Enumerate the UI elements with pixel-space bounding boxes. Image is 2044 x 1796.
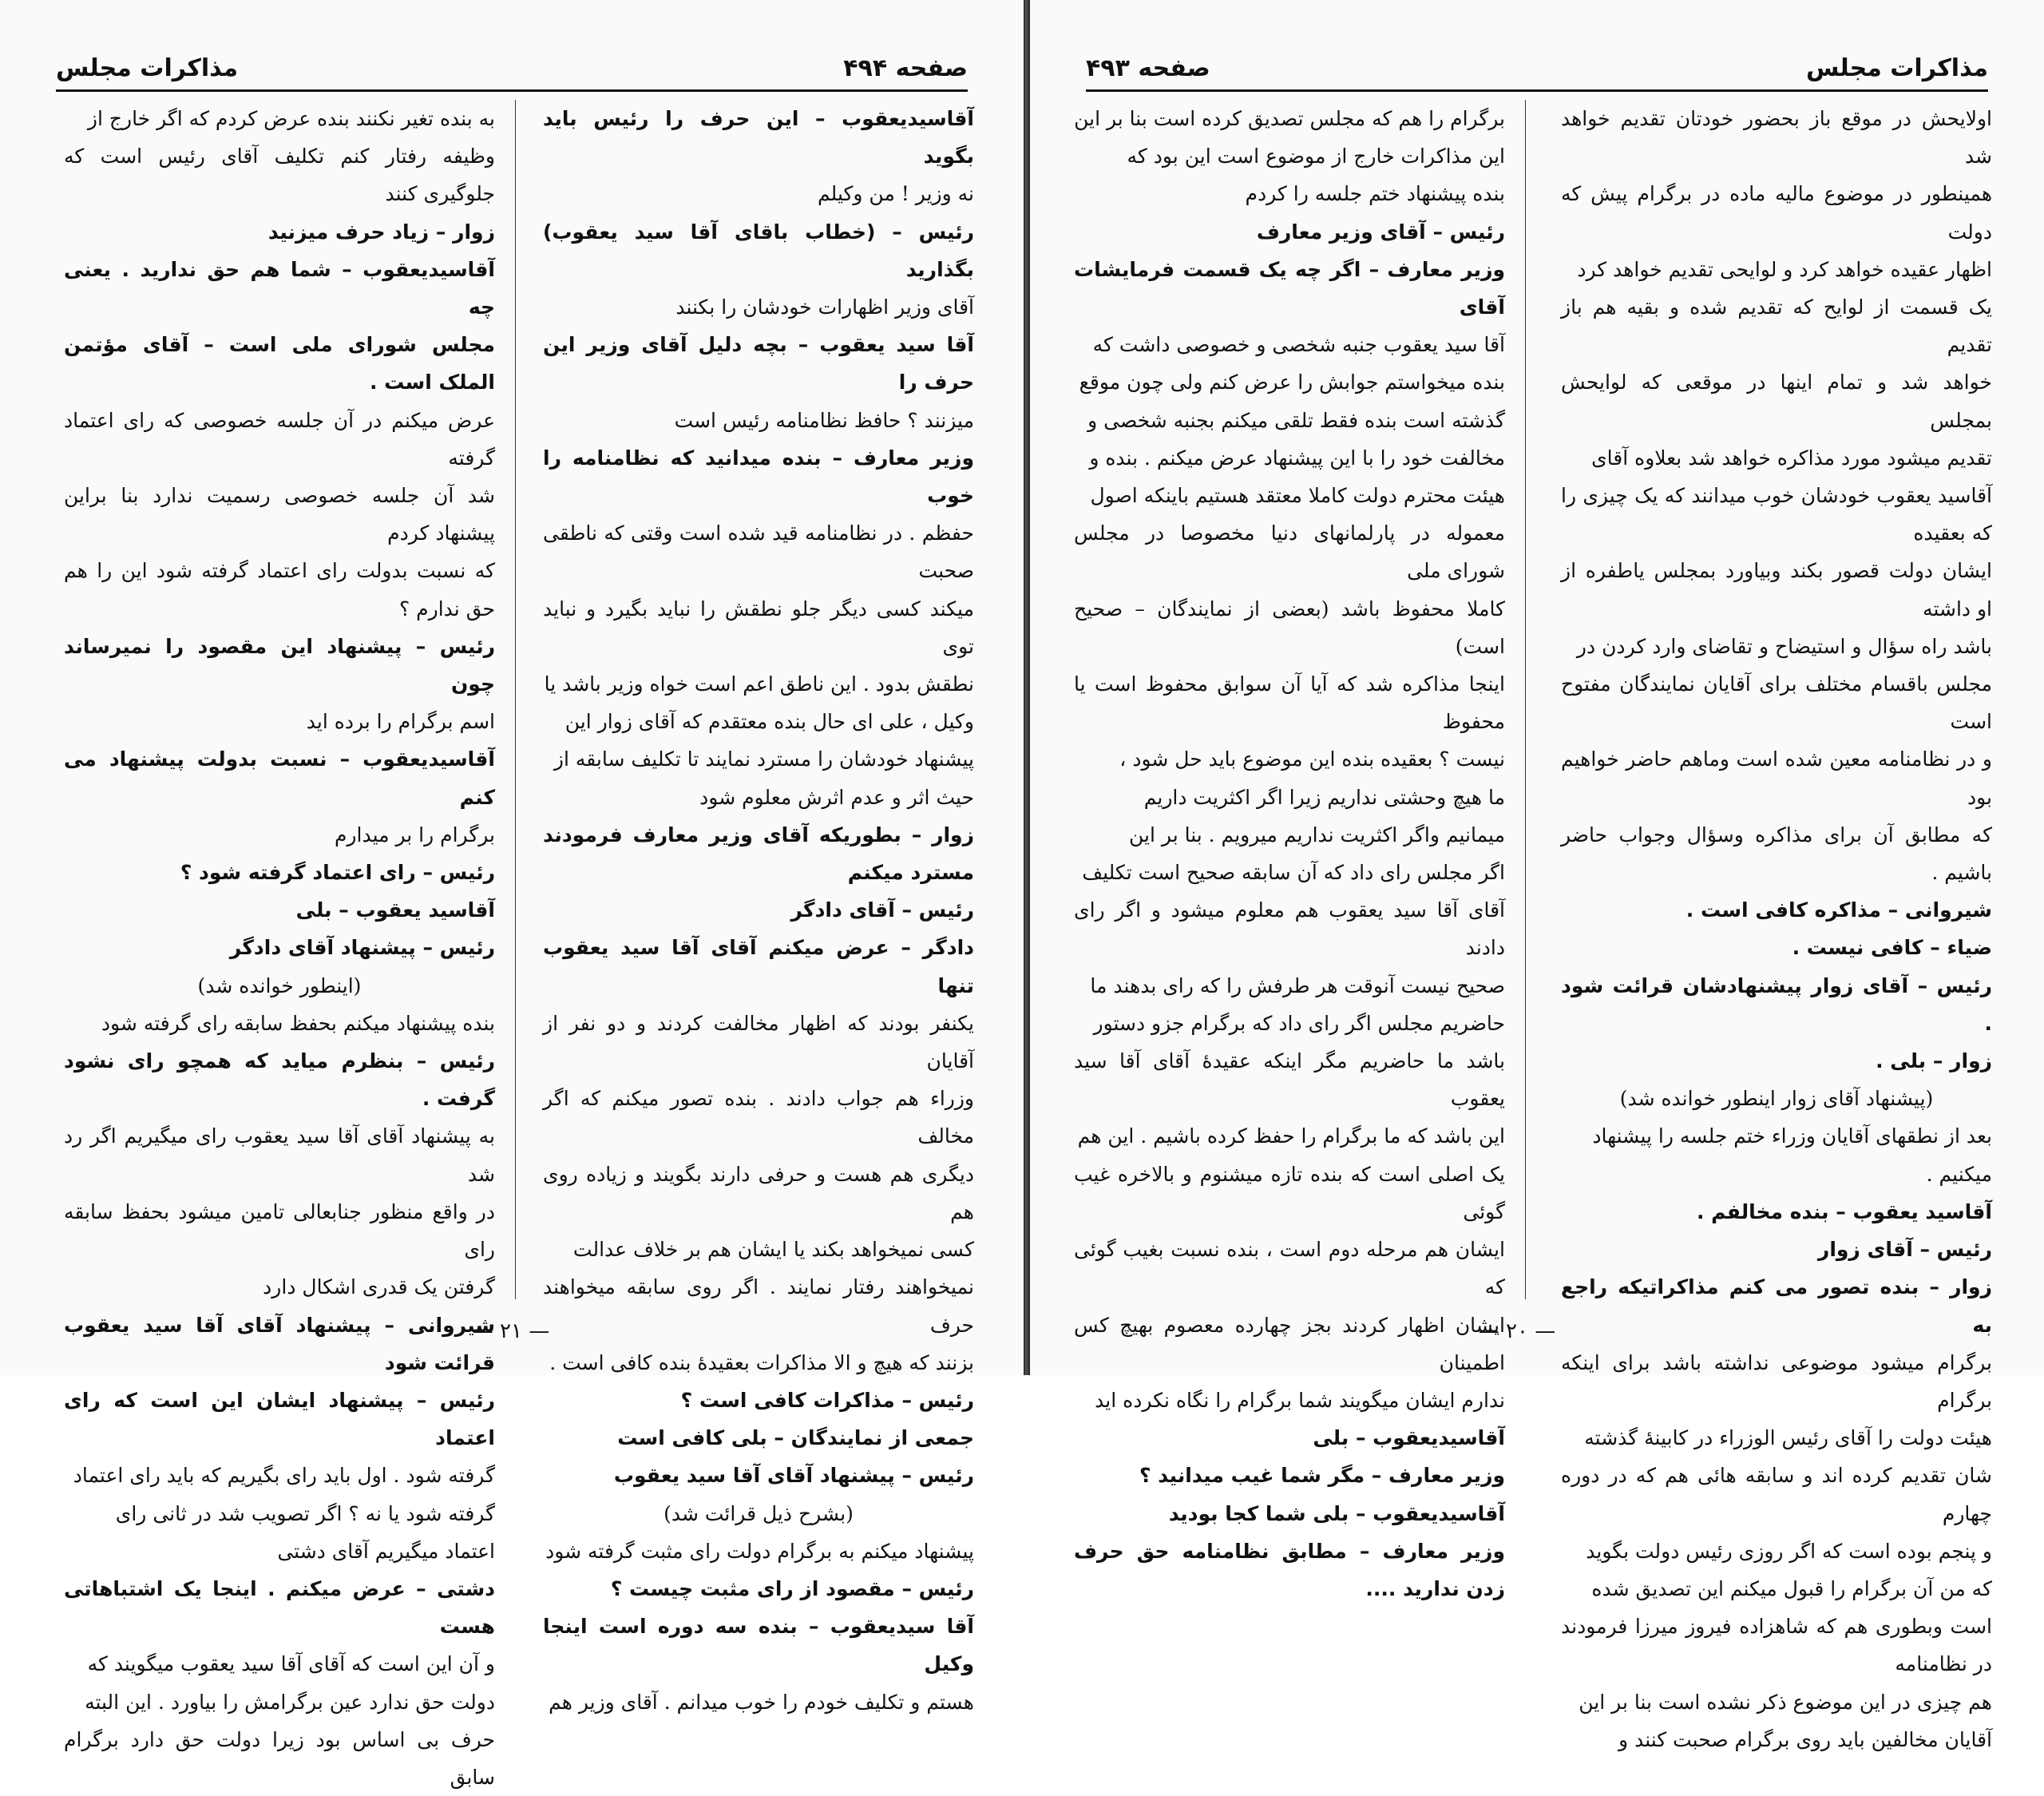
header-rule <box>1086 89 1988 92</box>
page-left <box>0 0 1024 1789</box>
text-line: و آن این است که آقای آقا سید یعقوب میگویند که <box>87 1652 495 1676</box>
text-line: بعد از نطقهای آقایان وزراء ختم جلسه را پیشنهاد <box>1592 1124 1992 1148</box>
text-line: صحیح نیست آنوقت هر طرفش را که رای بدهند ما <box>1090 973 1505 997</box>
text-line: و در نظامنامه معین شده است وماهم حاضر خواهیم بود <box>1561 747 1992 809</box>
text-line: شد آن جلسه خصوصی رسمیت ندارد بنا براین پیشنهاد کردم <box>64 484 495 545</box>
text-line: آقاسیدیعقوب – شما هم حق ندارید . یعنی چه <box>64 257 495 319</box>
text-line: رئیس – پیشنهاد ایشان این است که رای اعتماد <box>64 1388 495 1450</box>
text-line: آقاسید یعقوب – بنده مخالفم . <box>1696 1199 1992 1223</box>
text-line: یک قسمت از لوایح که تقدیم شده و بقیه هم باز تقدیم <box>1561 295 1992 357</box>
text-line: گذشته است بنده فقط تلقی میکنم بجنبه شخصی و <box>1087 408 1505 432</box>
text-line: اگر مجلس رای داد که آن سابقه صحیح است تکلیف <box>1082 861 1505 885</box>
column-divider <box>1525 100 1526 1299</box>
page-header <box>56 48 968 88</box>
text-line: وزراء هم جواب دادند . بنده تصور میکنم که اگر مخالف <box>543 1087 974 1148</box>
text-line: حفظم . در نظامنامه قید شده است وقتی که ناطقی صحبت <box>543 521 974 583</box>
text-line: بنده پیشنهاد ختم جلسه را کردم <box>1245 182 1505 206</box>
text-line: آقا سیدیعقوب – بنده سه دوره است اینجا وکیل <box>543 1615 974 1676</box>
text-line: به پیشنهاد آقای آقا سید یعقوب رای میگیریم اگر رد شد <box>64 1124 495 1186</box>
text-line: رئیس – آقای زوار <box>1817 1238 1992 1262</box>
text-line: دشتی – عرض میکنم . اینجا یک اشتباهاتی هست <box>64 1576 495 1639</box>
text-line: آقاسید یعقوب – بلی <box>295 898 495 922</box>
header-page-number: صفحه ۴۹۴ <box>843 54 968 82</box>
text-line: است وبطوری هم که شاهزاده فیروز میرزا فرمودند در نظامنامه <box>1561 1615 1992 1676</box>
folio-number: — ۲۰ — <box>1478 1319 1556 1343</box>
text-line: بنده میخواستم جوابش را عرض کنم ولی چون موقع <box>1079 371 1505 394</box>
text-line: هیئت محترم دولت کاملا معتقد هستیم باینکه اصول <box>1090 484 1505 508</box>
text-line: رئیس – پیشنهاد این مقصود را نمیرساند چون <box>64 634 495 696</box>
text-line: که مطابق آن برای مذاکره وسؤال وجواب حاضر باشیم . <box>1561 823 1992 885</box>
book-gutter <box>1024 0 1030 1375</box>
text-line: زوار – بنده تصور می کنم مذاکراتیکه راجع به <box>1561 1275 1992 1337</box>
text-line: عرض میکنم در آن جلسه خصوصی که رای اعتماد گرفته <box>64 408 495 470</box>
header-title: مذاکرات مجلس <box>56 54 239 82</box>
text-line: رئیس – بنظرم میاید که همچو رای نشود گرفت . <box>64 1049 495 1111</box>
text-line: پیشنهاد میکنم به برگرام دولت رای مثبت گرفته شود <box>545 1539 974 1563</box>
text-line: رئیس – مذاکرات کافی است ؟ <box>680 1388 974 1412</box>
text-line: ضیاء – کافی نیست . <box>1792 936 1992 960</box>
text-line: برگرام را هم که مجلس تصدیق کرده است بنا بر این <box>1074 107 1505 130</box>
text-line: آقا سید یعقوب – بچه دلیل آقای وزیر این حرف را <box>543 333 974 394</box>
text-line: آقا سید یعقوب جنبه شخصی و خصوصی داشت که <box>1092 333 1505 357</box>
text-line: گرفتن یک قدری اشکال دارد <box>263 1275 495 1299</box>
text-line: دادگر – عرض میکنم آقای آقا سید یعقوب تنها <box>543 936 974 997</box>
text-line: معموله در پارلمانهای دنیا مخصوصا در مجلس شورای ملی <box>1074 521 1505 583</box>
text-line: کسی نمیخواهد بکند یا ایشان هم بر خلاف عدالت <box>572 1238 974 1262</box>
text-line: و پنجم بوده است که اگر روزی رئیس دولت بگوید <box>1586 1539 1992 1563</box>
text-line: هستم و تکلیف خودم را خوب میدانم . آقای وزیر هم <box>549 1690 974 1714</box>
text-line: کاملا محفوظ باشد (بعضی از نمایندگان – صحیح است) <box>1074 597 1505 658</box>
header-page-number: صفحه ۴۹۳ <box>1086 54 1210 82</box>
text-column-left <box>64 100 495 1789</box>
text-line: به بنده تغیر نکنند بنده عرض کردم که اگر خارج از <box>87 107 495 130</box>
text-line: وزیر معارف – مگر شما غیب میدانید ؟ <box>1139 1464 1505 1488</box>
text-line: دولت حق ندارد عین برگرامش را بیاورد . این البته <box>85 1690 495 1714</box>
text-line: در واقع منظور جنابعالی تامین میشود بحفظ سابقه رای <box>64 1199 495 1262</box>
text-line: نطقش بدود . این ناطق اعم است خواه وزیر باشد یا <box>544 672 974 696</box>
text-column-left <box>1074 100 1505 1600</box>
text-line: رئیس – پیشنهاد آقای دادگر <box>229 936 495 960</box>
column-divider <box>515 100 516 1299</box>
text-line: حیث اثر و عدم اثرش معلوم شود <box>699 785 974 809</box>
text-line: ایشان دولت قصور بکند وبیاورد بمجلس یاطفره از او داشته <box>1561 559 1992 620</box>
text-line: ندارم ایشان میگویند شما برگرام را نگاه نکرده اید <box>1095 1388 1505 1412</box>
text-line: باشد ما حاضریم مگر اینکه عقیدهٔ آقای آقا سید یعقوب <box>1074 1049 1505 1111</box>
text-line: رئیس – رای اعتماد گرفته شود ؟ <box>180 861 495 885</box>
text-line: جمعی از نمایندگان – بلی کافی است <box>617 1426 974 1450</box>
text-line: آقاسید یعقوب خودشان خوب میدانند که یک چیزی را که بعقیده <box>1561 484 1992 545</box>
text-line: اسم برگرام را برده اید <box>306 710 495 734</box>
text-line: رئیس – (خطاب باقای آقا سید یعقوب) بگذارید <box>543 220 974 281</box>
text-line: تقدیم میشود مورد مذاکره خواهد شد بعلاوه آقای <box>1591 446 1992 470</box>
text-line: خواهد شد و تمام اینها در موقعی که لوایحش بمجلس <box>1561 371 1992 432</box>
text-line: (پیشنهاد آقای زوار اینطور خوانده شد) <box>1619 1087 1934 1111</box>
text-line: مجلس شورای ملی است – آقای مؤتمن الملک است . <box>64 333 495 394</box>
text-line: که من آن برگرام را قبول میکنم این تصدیق شده <box>1591 1576 1992 1600</box>
page-header <box>1086 48 1988 88</box>
text-line: ایشان اظهار کردند بجز چهارده معصوم بهیچ کس اطمینان <box>1074 1313 1505 1374</box>
text-line: اینجا مذاکره شد که آیا آن سوابق محفوظ است یا محفوظ <box>1074 672 1505 734</box>
text-line: وزیر معارف – مطابق نظامنامه حق حرف زدن ندارید .... <box>1074 1539 1505 1600</box>
text-line: زوار – بطوریکه آقای وزیر معارف فرمودند مسترد میکنم <box>543 823 974 885</box>
text-line: آقاسیدیعقوب – نسبت بدولت پیشنهاد می کنم <box>64 747 495 809</box>
text-line: آقاسیدیعقوب – بلی شما کجا بودید <box>1168 1501 1505 1525</box>
text-line: مجلس باقسام مختلف برای آقایان نمایندگان مفتوح است <box>1561 672 1992 734</box>
text-line: اعتماد میگیریم آقای دشتی <box>277 1539 495 1563</box>
text-line: همینطور در موضوع مالیه ماده در برگرام پیش که دولت <box>1561 182 1992 244</box>
text-line: رئیس – آقای وزیر معارف <box>1256 220 1505 244</box>
text-line: وظیفه رفتار کنم تکلیف آقای رئیس است که جلوگیری کنند <box>64 145 495 206</box>
header-rule <box>56 89 968 92</box>
text-line: وکیل ، علی ای حال بنده معتقدم که آقای زوار این <box>564 710 974 734</box>
text-line: پیشنهاد خودشان را مسترد نمایند تا تکلیف سابقه از <box>553 747 974 771</box>
text-line: آقای وزیر اظهارات خودشان را بکنند <box>675 295 974 319</box>
text-line: زوار – بلی . <box>1876 1049 1992 1073</box>
text-line: اولایحش در موقع باز بحضور خودتان تقدیم خواهد شد <box>1561 107 1992 168</box>
page-right <box>1030 0 2044 1751</box>
text-line: وزیر معارف – بنده میدانید که نظامنامه را خوب <box>543 446 974 508</box>
text-line: حرف بی اساس بود زیرا دولت حق دارد برگرام سابق <box>64 1727 495 1789</box>
text-line: آقایان مخالفین باید روی برگرام صحبت کنند و <box>1618 1727 1992 1751</box>
text-line: زوار – زیاد حرف میزنید <box>267 220 495 244</box>
text-line: این باشد که ما برگرام را حفظ کرده باشیم . این هم <box>1077 1124 1505 1148</box>
text-line: رئیس – آقای دادگر <box>790 898 974 922</box>
text-line: میکند کسی دیگر جلو نطقش را نباید بگیرد و نباید توی <box>543 597 974 658</box>
text-line: رئیس – مقصود از رای مثبت چیست ؟ <box>610 1576 974 1600</box>
text-line: نه وزیر ! من وکیلم <box>818 182 974 206</box>
header-title: مذاکرات مجلس <box>1805 54 1988 82</box>
text-line: اظهار عقیده خواهد کرد و لوایحی تقدیم خواهد کرد <box>1577 257 1992 281</box>
folio-number: — ۲۱ — <box>472 1319 550 1343</box>
text-line: وزیر معارف – اگر چه یک قسمت فرمایشات آقای <box>1074 257 1505 319</box>
text-line: باشد راه سؤال و استیضاح و تقاضای وارد کردن در <box>1576 634 1992 658</box>
text-line: نیست ؟ بعقیده بنده این موضوع باید حل شود ، <box>1119 747 1505 771</box>
text-line: بزنند که هیچ و الا مذاکرات بعقیدهٔ بنده کافی است . <box>549 1350 974 1374</box>
text-line: یکنفر بودند که اظهار مخالفت کردند و دو نفر از آقایان <box>543 1011 974 1073</box>
text-line: (بشرح ذیل قرائت شد) <box>664 1501 854 1525</box>
text-line: گرفته شود . اول باید رای بگیریم که باید رای اعتماد <box>73 1464 495 1488</box>
text-line: شیروانی – پیشنهاد آقای آقا سید یعقوب قرائت شود <box>64 1313 495 1374</box>
text-line: شیروانی – مذاکره کافی است . <box>1686 898 1992 922</box>
text-line: که نسبت بدولت رای اعتماد گرفته شود این را هم حق ندارم ؟ <box>64 559 495 620</box>
text-line: آقاسیدیعقوب – بلی <box>1313 1426 1505 1450</box>
text-line: رئیس – پیشنهاد آقای آقا سید یعقوب <box>613 1464 974 1488</box>
text-line: برگرام را بر میدارم <box>334 823 495 846</box>
text-line: میکنیم . <box>1926 1162 1992 1186</box>
text-column-right <box>1561 100 1992 1751</box>
text-column-right <box>543 100 974 1714</box>
text-line: گرفته شود یا نه ؟ اگر تصویب شد در ثانی رای <box>115 1501 495 1525</box>
text-line: برگرام میشود موضوعی نداشته باشد برای اینکه برگرام <box>1561 1350 1992 1412</box>
text-line: بنده پیشنهاد میکنم بحفظ سابقه رای گرفته شود <box>101 1011 495 1035</box>
text-line: یک اصلی است که بنده تازه میشنوم و بالاخره غیب گوئی <box>1074 1162 1505 1223</box>
text-line: (اینطور خوانده شد) <box>197 973 362 997</box>
text-line: این مذاکرات خارج از موضوع است این بود که <box>1127 145 1505 168</box>
text-line: مخالفت خود را با این پیشنهاد عرض میکنم . بنده و <box>1089 446 1505 470</box>
text-line: آقای آقا سید یعقوب هم معلوم میشود و اگر رای دادند <box>1074 898 1505 960</box>
text-line: ما هیچ وحشتی نداریم زیرا اگر اکثریت داریم <box>1143 785 1505 809</box>
text-line: رئیس – آقای زوار پیشنهادشان قرائت شود . <box>1561 973 1992 1035</box>
text-line: میزنند ؟ حافظ نظامنامه رئیس است <box>674 408 974 432</box>
text-line: میمانیم واگر اکثریت نداریم میرویم . بنا بر این <box>1129 823 1505 846</box>
text-line: حاضریم مجلس اگر رای داد که برگرام جزو دستور <box>1093 1011 1505 1035</box>
text-line: ایشان هم مرحله دوم است ، بنده نسبت بغیب گوئی که <box>1074 1238 1505 1299</box>
text-line: هیئت دولت را آقای رئیس الوزراء در کابینهٔ گذشته <box>1584 1426 1992 1450</box>
text-line: هم چیزی در این موضوع ذکر نشده است بنا بر این <box>1579 1690 1992 1714</box>
text-line: نمیخواهند رفتار نمایند . اگر روی سابقه میخواهند حرف <box>543 1275 974 1337</box>
text-line: شان تقدیم کرده اند و سابقه هائی هم که در دوره چهارم <box>1561 1464 1992 1525</box>
text-line: دیگری هم هست و حرفی دارند بگویند و زیاده روی هم <box>543 1162 974 1223</box>
text-line: آقاسیدیعقوب – این حرف را رئیس باید بگوید <box>543 107 974 168</box>
